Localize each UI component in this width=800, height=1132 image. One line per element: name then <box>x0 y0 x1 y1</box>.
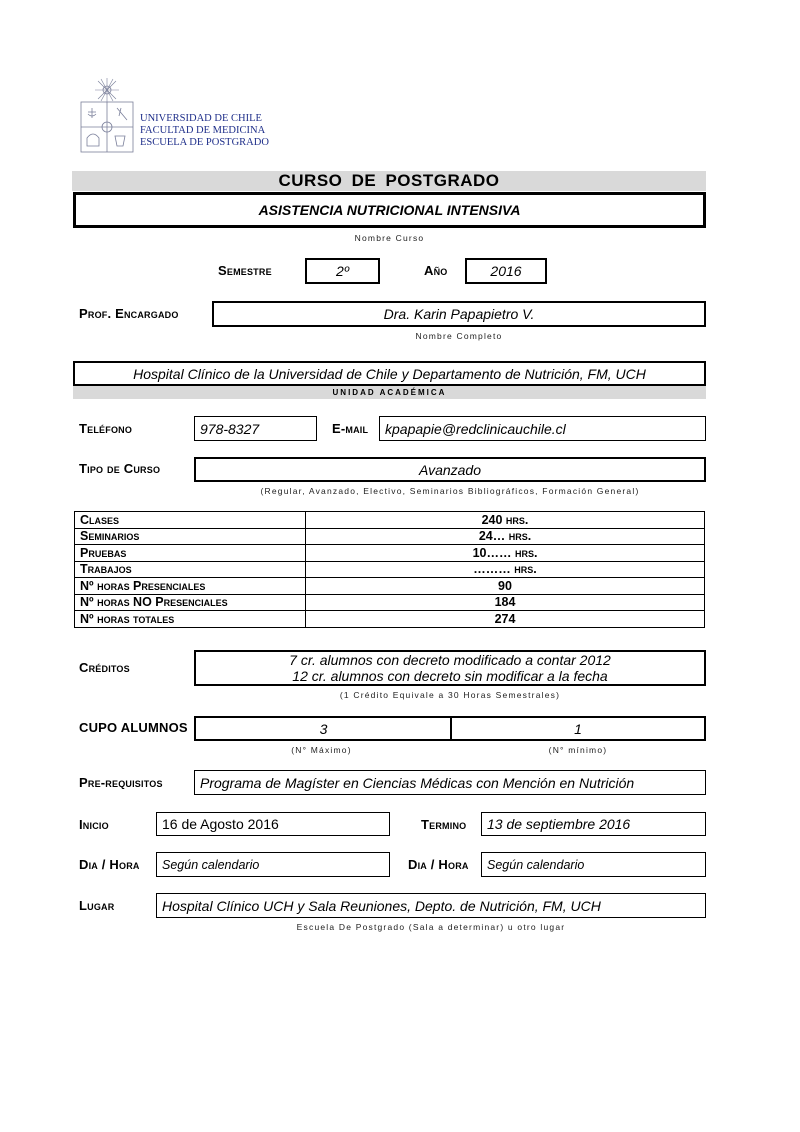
credits-line-2: 12 cr. alumnos con decreto sin modificar a la fecha <box>292 668 608 684</box>
quota-max-value: 3 <box>319 720 328 737</box>
end-label: Termino <box>421 817 467 832</box>
semester-field[interactable] <box>305 258 380 284</box>
credits-hint: (1 Crédito Equivale a 30 Horas Semestrales) <box>339 690 561 700</box>
table-row <box>75 611 705 628</box>
course-type-hint: (Regular, Avanzado, Electivo, Seminarios Bibliográficos, Formación General) <box>260 486 640 496</box>
place-value: Hospital Clínico UCH y Sala Reuniones, Depto. de Nutrición, FM, UCH <box>162 897 601 914</box>
start-value: 16 de Agosto 2016 <box>162 816 279 832</box>
university-line: UNIVERSIDAD DE CHILE <box>140 113 262 124</box>
row-value[interactable]: 240 hrs. <box>306 512 705 529</box>
end-value: 13 de septiembre 2016 <box>487 816 631 832</box>
place-label: Lugar <box>79 898 115 913</box>
row-label: Clases <box>75 512 306 529</box>
row-label: Pruebas <box>75 545 306 562</box>
academic-unit-field[interactable] <box>73 361 706 386</box>
course-name-field[interactable] <box>73 192 706 228</box>
prereq-label: Pre-requisitos <box>79 775 163 790</box>
row-value[interactable]: 274 <box>306 611 705 628</box>
row-label: Trabajos <box>75 561 306 578</box>
row-label: Nº horas totales <box>75 611 306 628</box>
course-name-value: ASISTENCIA NUTRICIONAL INTENSIVA <box>258 202 521 218</box>
credits-line-1: 7 cr. alumnos con decreto modificado a contar 2012 <box>289 652 611 668</box>
semester-value: 2º <box>336 263 349 279</box>
day-hour-label-1: Dia / Hora <box>79 857 140 872</box>
quota-max-hint: (N° Máximo) <box>291 745 352 755</box>
table-row <box>75 561 705 578</box>
semester-label: Semestre <box>218 263 272 278</box>
prereq-value: Programa de Magíster en Ciencias Médicas con Mención en Nutrición <box>200 774 635 791</box>
phone-label: Teléfono <box>79 421 133 436</box>
professor-field[interactable] <box>212 301 706 327</box>
course-name-hint: Nombre Curso <box>354 233 425 243</box>
row-label: Seminarios <box>75 528 306 545</box>
prereq-field[interactable] <box>194 770 706 795</box>
phone-value: 978-8327 <box>200 420 260 437</box>
quota-min-hint: (N° mínimo) <box>548 745 608 755</box>
quota-label: CUPO ALUMNOS <box>79 720 188 735</box>
institution-name <box>140 113 269 149</box>
professor-hint: Nombre Completo <box>415 331 503 341</box>
credits-field[interactable] <box>194 650 706 686</box>
row-value[interactable]: 90 <box>306 578 705 595</box>
academic-unit-label: UNIDAD ACADÉMICA <box>73 386 706 399</box>
day-hour-value-1: Según calendario <box>162 857 260 872</box>
hours-table <box>74 511 705 628</box>
quota-min-field[interactable] <box>452 718 704 739</box>
end-field[interactable] <box>481 812 706 836</box>
row-value[interactable]: ……… hrs. <box>306 561 705 578</box>
table-row <box>75 578 705 595</box>
table-row <box>75 528 705 545</box>
course-type-field[interactable] <box>194 457 706 482</box>
table-row <box>75 594 705 611</box>
course-type-label: Tipo de Curso <box>79 461 161 476</box>
row-label: Nº horas Presenciales <box>75 578 306 595</box>
phone-field[interactable] <box>194 416 317 441</box>
day-hour-field-1[interactable] <box>156 852 390 877</box>
year-label: Año <box>424 263 448 278</box>
place-field[interactable] <box>156 893 706 918</box>
course-type-value: Avanzado <box>418 461 481 478</box>
start-label: Inicio <box>79 817 109 832</box>
row-value[interactable]: 24… hrs. <box>306 528 705 545</box>
email-value: kpapapie@redclinicauchile.cl <box>385 420 566 437</box>
row-value[interactable]: 184 <box>306 594 705 611</box>
faculty-line: FACULTAD DE MEDICINA <box>140 125 266 136</box>
quota-min-value: 1 <box>574 720 582 737</box>
academic-unit-value: Hospital Clínico de la Universidad de Chile y Departamento de Nutrición, FM, UCH <box>133 365 646 382</box>
table-row <box>75 512 705 529</box>
year-value: 2016 <box>490 263 522 279</box>
page-title: CURSO DE POSTGRADO <box>72 171 706 191</box>
day-hour-label-2: Dia / Hora <box>408 857 469 872</box>
start-field[interactable] <box>156 812 390 836</box>
email-label: E-mail <box>332 421 369 436</box>
day-hour-value-2: Según calendario <box>487 857 585 872</box>
place-hint: Escuela De Postgrado (Sala a determinar) u otro lugar <box>296 922 566 932</box>
professor-value: Dra. Karin Papapietro V. <box>383 306 535 322</box>
row-value[interactable]: 10…… hrs. <box>306 545 705 562</box>
professor-label: Prof. Encargado <box>79 306 179 321</box>
day-hour-field-2[interactable] <box>481 852 706 877</box>
school-line: ESCUELA DE POSTGRADO <box>140 137 269 148</box>
credits-label: Créditos <box>79 660 130 675</box>
email-field[interactable] <box>379 416 706 441</box>
table-row <box>75 545 705 562</box>
row-label: Nº horas NO Presenciales <box>75 594 306 611</box>
university-crest-icon <box>79 78 135 154</box>
quota-max-field[interactable] <box>196 718 451 739</box>
year-field[interactable] <box>465 258 547 284</box>
quota-field <box>194 716 706 741</box>
